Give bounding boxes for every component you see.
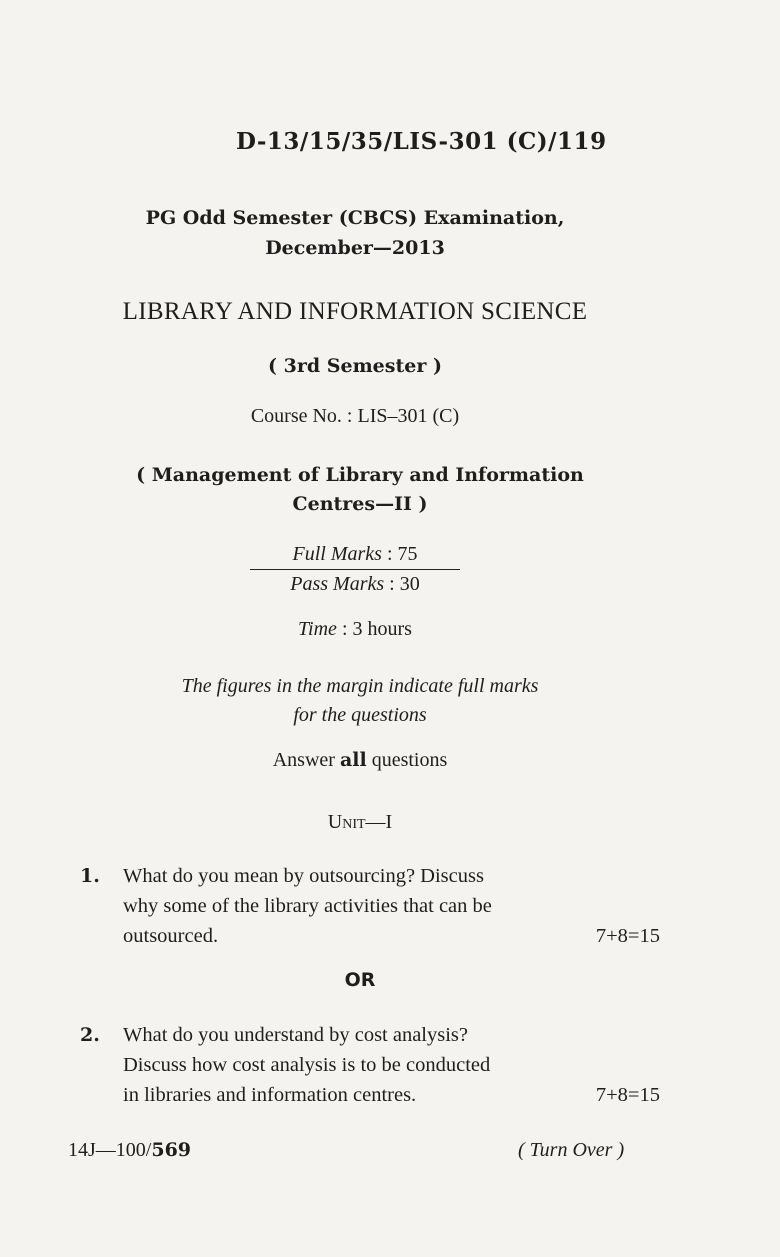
or-separator: OR (344, 969, 376, 991)
exam-title-line1: PG Odd Semester (CBCS) Examination, (145, 207, 565, 229)
question-line (123, 921, 660, 951)
marks-instruction-line1: The figures in the margin indicate full marks (181, 675, 539, 697)
full-marks: Full Marks : 75 (250, 543, 460, 570)
marks-instruction (60, 672, 660, 730)
question-marks: 7+8=15 (595, 925, 660, 947)
question-text (123, 861, 660, 951)
answer-bold: all (339, 749, 367, 771)
unit-heading (60, 811, 660, 834)
question-line (123, 1080, 660, 1110)
exam-title-line2: December—2013 (265, 237, 445, 259)
question-line: What do you understand by cost analysis? (123, 1024, 469, 1046)
unit-label: Unit (327, 811, 366, 833)
answer-prefix: Answer (272, 749, 335, 771)
marks-instruction-line2: for the questions (293, 704, 427, 726)
course-number: Course No. : LIS–301 (C) (250, 405, 460, 427)
paper-title-line1: ( Management of Library and Information (136, 464, 584, 486)
full-marks-label: Full Marks (292, 543, 382, 565)
question-2 (80, 1020, 660, 1110)
footer-code-prefix: 14J—100/ (68, 1139, 152, 1161)
footer-code-bold: 569 (151, 1139, 192, 1161)
paper-code: D-13/15/35/LIS-301 (C)/119 (236, 128, 607, 155)
question-line: why some of the library activities that can be (123, 895, 492, 917)
pass-marks: Pass Marks : 30 (290, 573, 420, 595)
question-1 (80, 861, 660, 951)
pass-marks-label: Pass Marks (290, 573, 385, 595)
question-line-text: outsourced. (123, 925, 219, 947)
turn-over-label: ( Turn Over ) (518, 1139, 625, 1161)
pass-marks-value: 30 (399, 573, 420, 595)
question-line: What do you mean by outsourcing? Discuss (123, 865, 484, 887)
full-marks-value: 75 (397, 543, 418, 565)
semester-label: ( 3rd Semester ) (268, 355, 442, 377)
question-line: Discuss how cost analysis is to be conducted (123, 1054, 491, 1076)
question-number: 1. (80, 865, 100, 887)
paper-title (80, 461, 640, 519)
question-marks: 7+8=15 (595, 1084, 660, 1106)
answer-instruction (60, 749, 660, 772)
question-line-text: in libraries and information centres. (123, 1084, 417, 1106)
paper-title-line2: Centres—II ) (292, 493, 428, 515)
time-allowed: Time : 3 hours (298, 618, 412, 640)
time-value: 3 hours (352, 618, 412, 640)
time-label: Time (298, 618, 337, 640)
question-number: 2. (80, 1024, 100, 1046)
footer-print-code (68, 1139, 191, 1162)
exam-title (100, 203, 610, 263)
question-text (123, 1020, 660, 1110)
answer-suffix: questions (371, 749, 448, 771)
unit-number: —I (365, 811, 393, 833)
subject-title: LIBRARY AND INFORMATION SCIENCE (122, 298, 588, 325)
